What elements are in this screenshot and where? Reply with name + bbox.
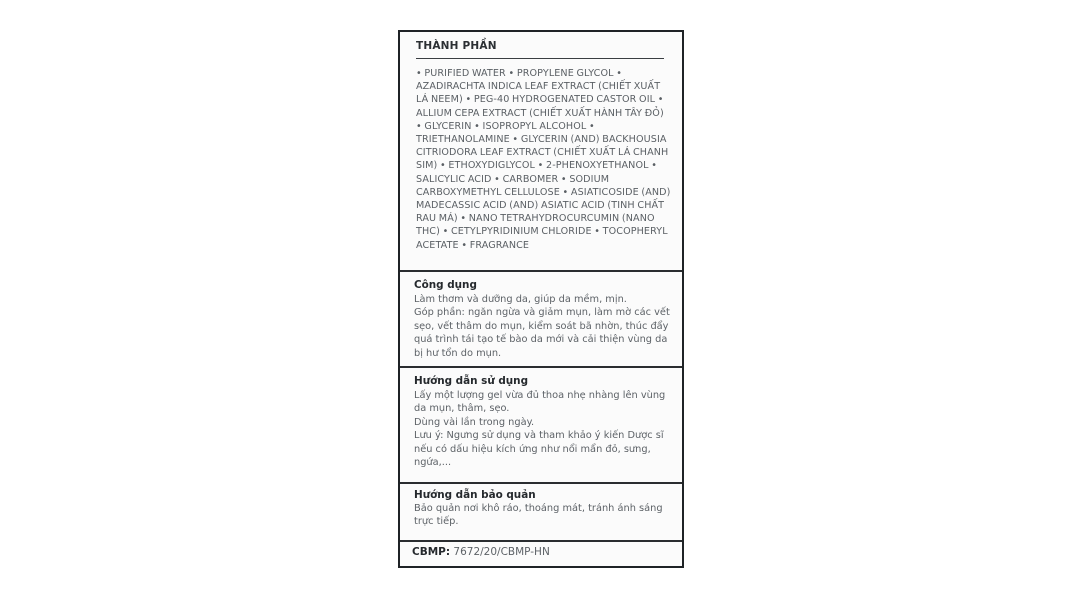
directions-line-3: Lưu ý: Ngưng sử dụng và tham khảo ý kiến Dược sĩ nếu có dấu hiệu kích ứng như nổi mẩn đỏ, sưng, ngứa,... [414,430,664,469]
uses-body [414,293,672,360]
cbmp-row [412,546,550,558]
directions-title: Hướng dẫn sử dụng [414,375,529,387]
cbmp-section [400,542,682,566]
ingredients-divider [416,58,664,59]
storage-section [400,484,682,542]
directions-body [414,389,672,469]
uses-line-2: Góp phần: ngăn ngừa và giảm mụn, làm mờ các vết sẹo, vết thâm do mụn, kiểm soát bã nhờn, thúc đẩy quá trình tái tạo tế bào da mới và cải thiện vùng da bị hư tổn do mụn. [414,307,670,359]
storage-body: Bảo quản nơi khô ráo, thoáng mát, tránh ánh sáng trực tiếp. [414,503,663,528]
directions-line-2: Dùng vài lần trong ngày. [414,416,535,428]
uses-line-1: Làm thơm và dưỡng da, giúp da mềm, mịn. [414,294,627,305]
ingredients-title: THÀNH PHẦN [416,40,497,52]
cbmp-value: 7672/20/CBMP-HN [453,546,550,558]
directions-line-1: Lấy một lượng gel vừa đủ thoa nhẹ nhàng lên vùng da mụn, thâm, sẹo. [414,390,666,415]
cbmp-label: CBMP: [412,546,451,558]
directions-section [400,368,682,484]
storage-title: Hướng dẫn bảo quản [414,489,536,501]
ingredients-list: • PURIFIED WATER • PROPYLENE GLYCOL • AZADIRACHTA INDICA LEAF EXTRACT (CHIẾT XUẤT LÁ NEEM) • PEG-40 HYDROGENATED CASTOR OIL • ALLIUM CEPA EXTRACT (CHIẾT XUẤT HÀNH TÂY ĐỎ) • GLYCERIN • ISOPROPYL ALCOHOL • TRIETHANOLAMINE • GLYCERIN (AND) BACKHOUSIA CITRIODORA LEAF EXTRACT (CHIẾT XUẤT LÁ CHANH SIM) • ETHOXYDIGLYCOL • 2-PHENOXYETHANOL • SALICYLIC ACID • CARBOMER • SODIUM CARBOXYMETHYL CELLULOSE • ASIATICOSIDE (AND) MADECASSIC ACID (AND) ASIATIC ACID (TINH CHẤT RAU MÁ) • NANO TETRAHYDROCURCUMIN (NANO THC) • CETYLPYRIDINIUM CHLORIDE • TOCOPHERYL ACETATE • FRAGRANCE [416,68,671,251]
uses-title: Công dụng [414,279,477,291]
product-label-panel [398,30,684,568]
ingredients-section [400,32,682,272]
uses-section [400,272,682,368]
